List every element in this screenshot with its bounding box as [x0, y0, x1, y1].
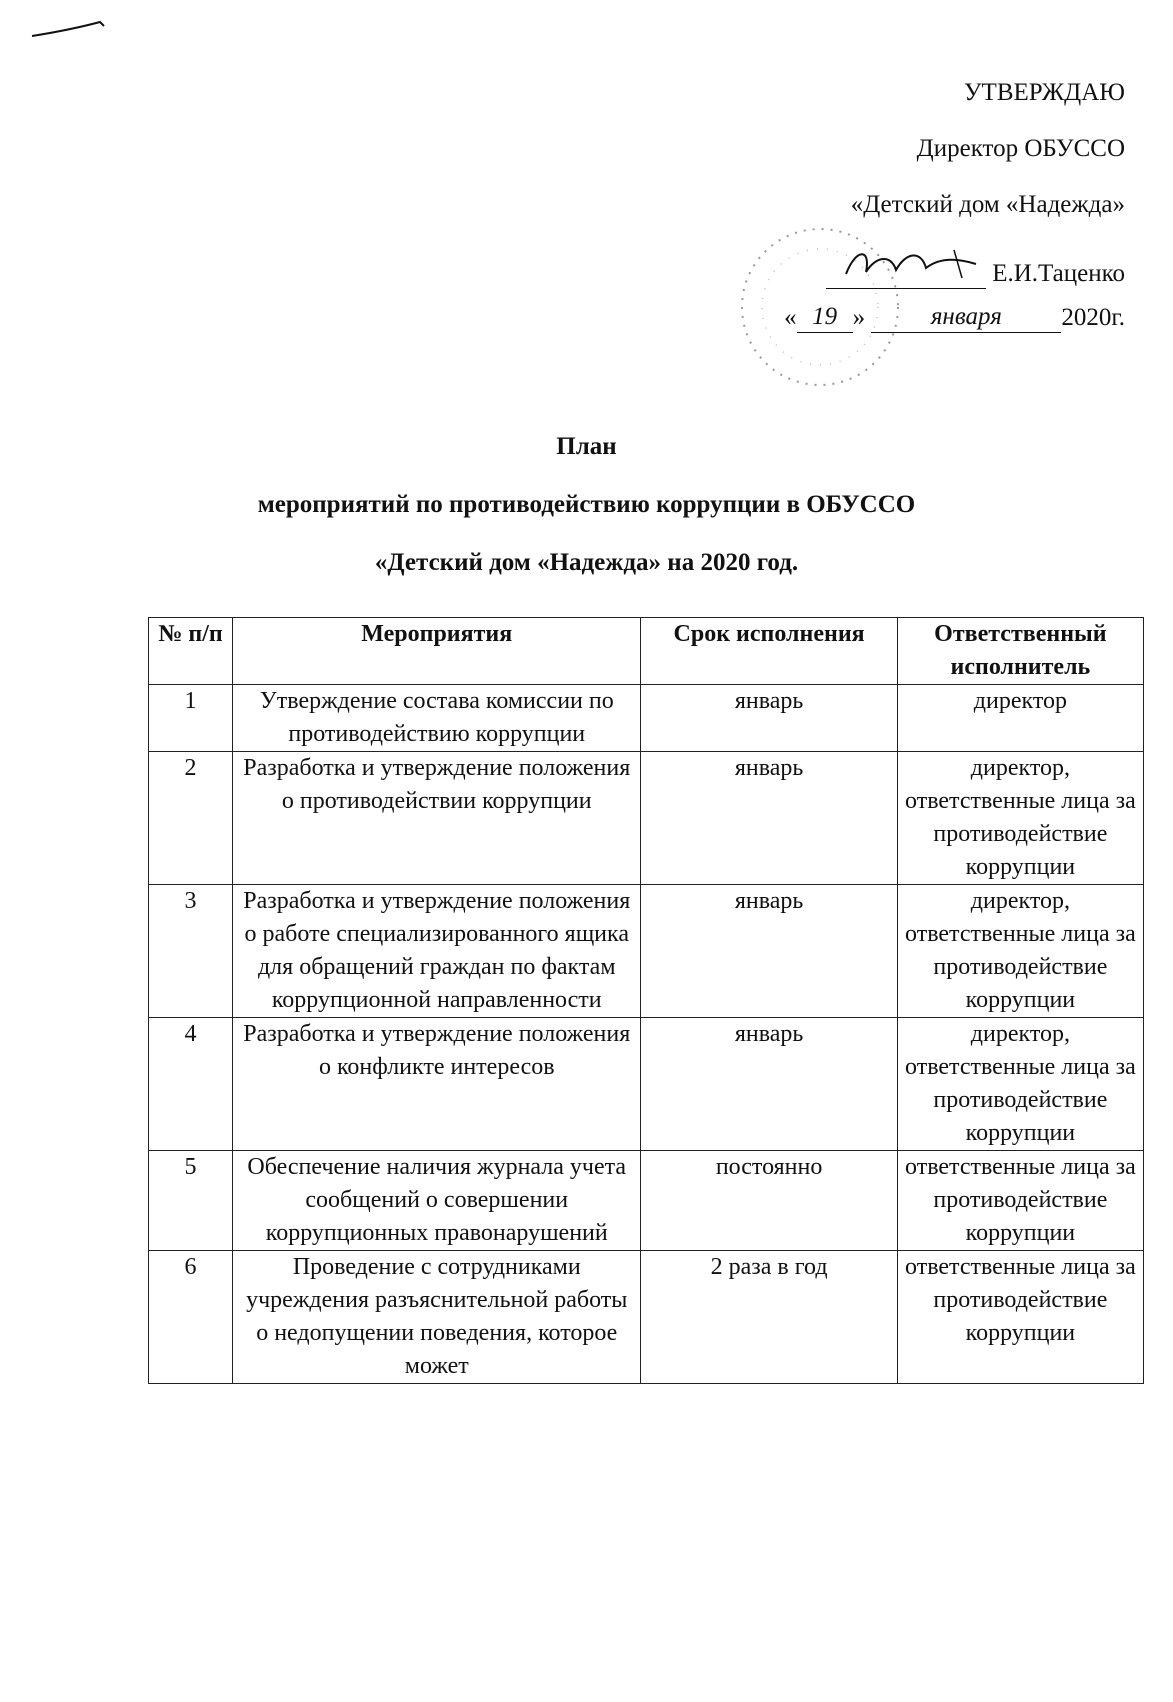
row-number: 2: [149, 752, 233, 885]
signer-name: Е.И.Таценко: [992, 260, 1125, 287]
date-quote-close: »: [852, 304, 866, 331]
row-number: 5: [149, 1151, 233, 1251]
row-responsible: директор, ответственные лица за противодействие коррупции: [897, 885, 1143, 1018]
date-day: 19: [797, 302, 853, 333]
pen-stroke-mark: [30, 12, 120, 42]
organization-name: «Детский дом «Надежда»: [850, 191, 1125, 218]
document-title: План: [556, 433, 617, 460]
row-responsible: директор, ответственные лица за противодействие коррупции: [897, 752, 1143, 885]
document-subtitle-line1: мероприятий по противодействию коррупции в ОБУССО: [257, 491, 916, 518]
row-number: 3: [149, 885, 233, 1018]
row-responsible: директор: [897, 685, 1143, 752]
row-responsible: ответственные лица за противодействие коррупции: [897, 1251, 1143, 1384]
plan-table: [148, 617, 1144, 1384]
row-responsible: ответственные лица за противодействие коррупции: [897, 1151, 1143, 1251]
header-responsible: Ответственный исполнитель: [897, 618, 1143, 685]
row-event: Разработка и утверждение положения о работе специализированного ящика для обращений граждан по фактам коррупционной направленности: [233, 885, 641, 1018]
stamp-impression: [725, 222, 925, 402]
row-number: 6: [149, 1251, 233, 1384]
date-month: января: [871, 302, 1061, 333]
table-row: [149, 685, 1144, 752]
row-term: январь: [641, 1018, 897, 1151]
row-event: Проведение с сотрудниками учреждения разъяснительной работы о недопущении поведения, которое может: [233, 1251, 641, 1384]
row-number: 1: [149, 685, 233, 752]
document-subtitle-line2: «Детский дом «Надежда» на 2020 год.: [374, 549, 799, 576]
approver-position: Директор ОБУССО: [916, 135, 1125, 162]
row-responsible: директор, ответственные лица за противодействие коррупции: [897, 1018, 1143, 1151]
table-header-row: [149, 618, 1144, 685]
table-row: [149, 1151, 1144, 1251]
table-row: [149, 1018, 1144, 1151]
date-year: 2020г.: [1061, 304, 1125, 331]
table-row: [149, 752, 1144, 885]
row-term: январь: [641, 885, 897, 1018]
row-term: январь: [641, 685, 897, 752]
row-event: Разработка и утверждение положения о противодействии коррупции: [233, 752, 641, 885]
header-number: № п/п: [149, 618, 233, 685]
row-event: Разработка и утверждение положения о конфликте интересов: [233, 1018, 641, 1151]
header-events: Мероприятия: [233, 618, 641, 685]
header-term: Срок исполнения: [641, 618, 897, 685]
row-number: 4: [149, 1018, 233, 1151]
date-quote-open: «: [784, 304, 797, 331]
row-term: постоянно: [641, 1151, 897, 1251]
row-term: 2 раза в год: [641, 1251, 897, 1384]
table-row: [149, 885, 1144, 1018]
approve-heading: УТВЕРЖДАЮ: [963, 79, 1125, 106]
row-term: январь: [641, 752, 897, 885]
table-row: [149, 1251, 1144, 1384]
row-event: Утверждение состава комиссии по противодействию коррупции: [233, 685, 641, 752]
row-event: Обеспечение наличия журнала учета сообщений о совершении коррупционных правонарушений: [233, 1151, 641, 1251]
